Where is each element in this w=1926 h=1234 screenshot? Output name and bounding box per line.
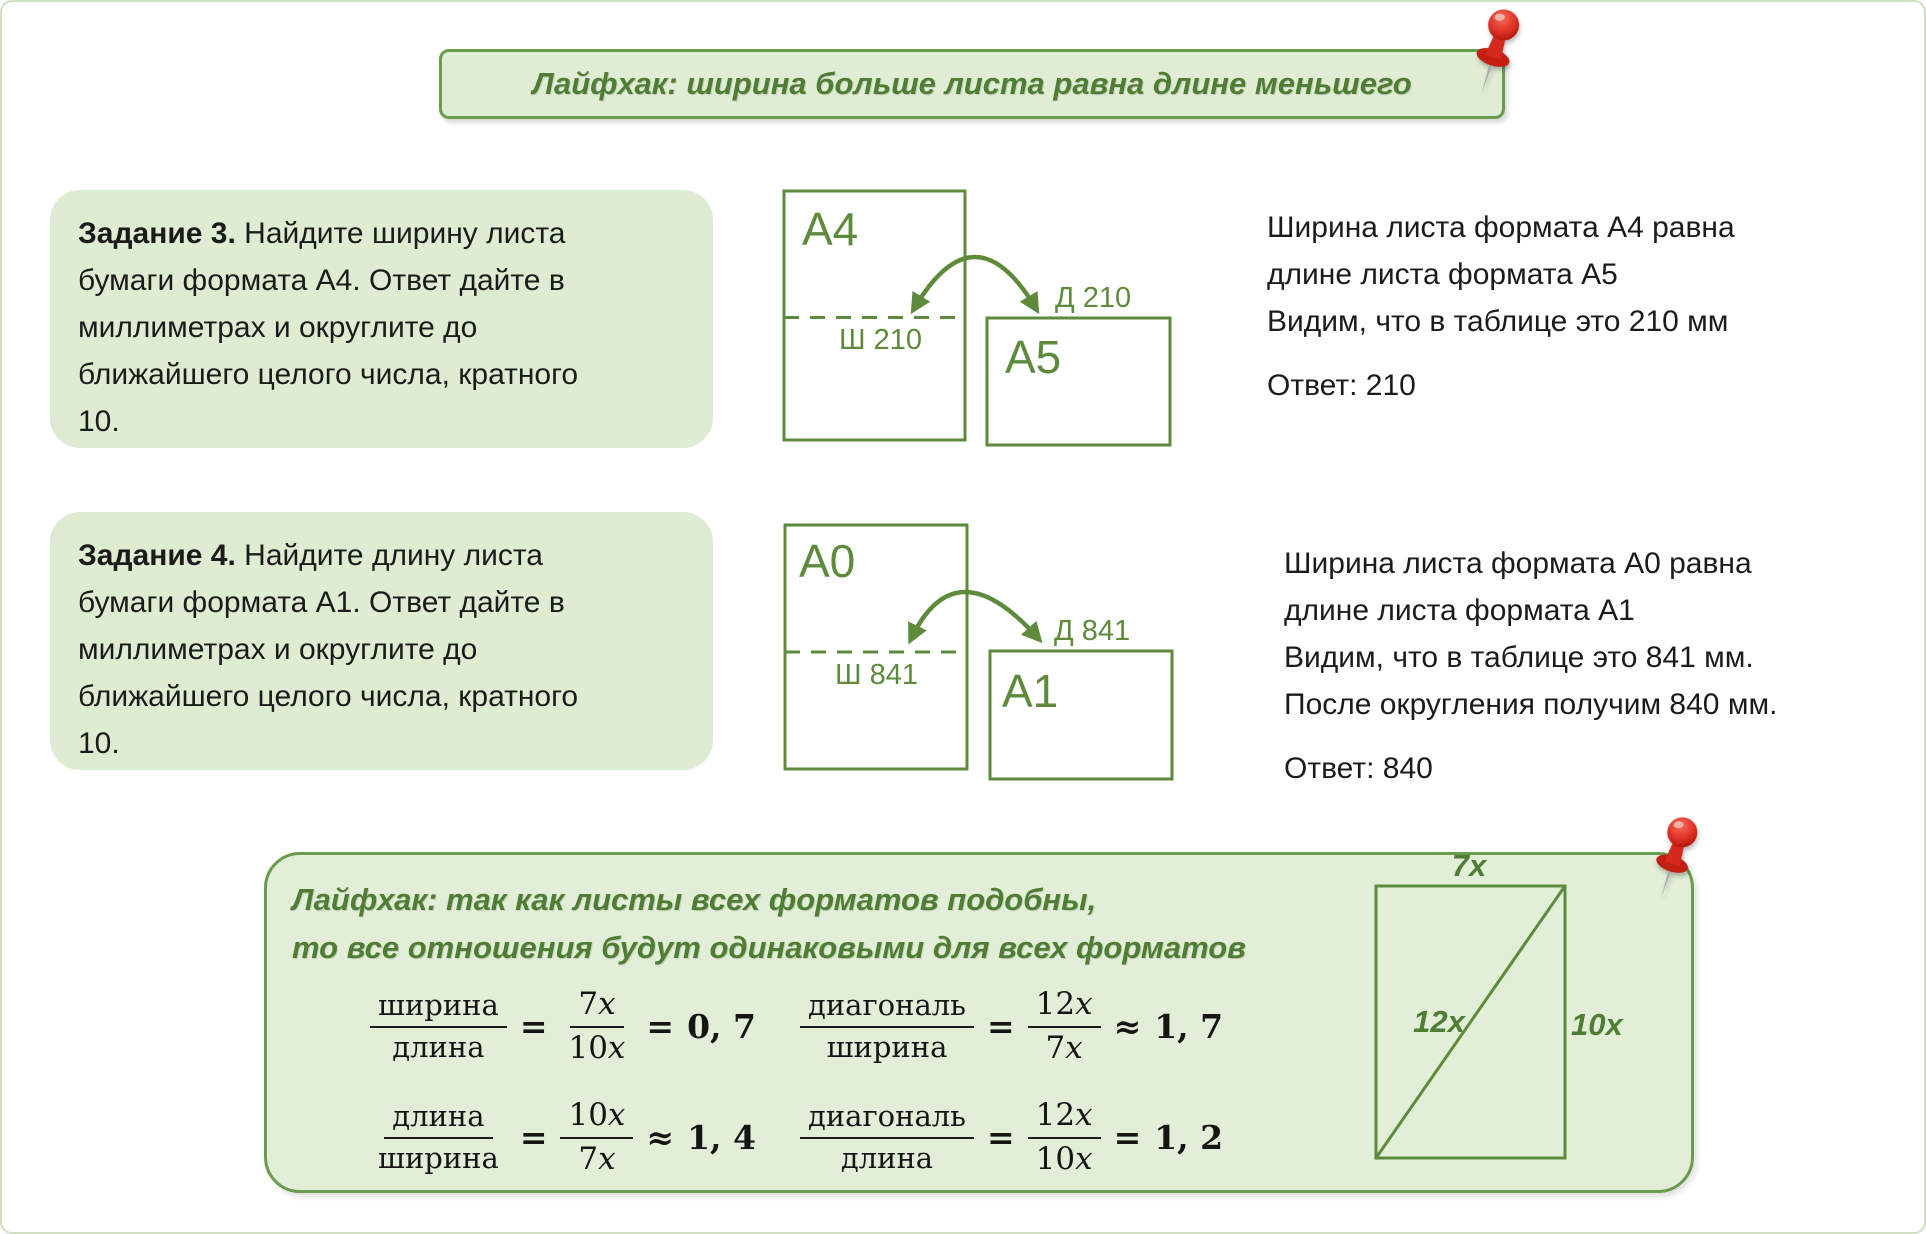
explain3-line: Видим, что в таблице это 210 мм xyxy=(1267,305,1729,338)
fold-arrow xyxy=(912,592,1037,637)
formula-result: 1, 2 xyxy=(1154,1118,1224,1158)
pin-needle xyxy=(1660,867,1673,898)
task4-answer: Ответ: 840 xyxy=(1284,752,1433,785)
task4-line: миллиметрах и округлите до xyxy=(78,633,478,666)
a0-a1-diagram xyxy=(772,517,1232,787)
fraction-words: $\frac{\text{ширина}}{\text{длина}}$ xyxy=(370,989,507,1064)
task3-line: Задание 3. Найдите ширину листа xyxy=(78,217,566,250)
formula-length-width: $\frac{\text{длина}}{\text{ширина}}$ = $\frac{10x}{7x}$ ≈ 1, 4 xyxy=(370,1098,756,1177)
a0-sheet-label: А0 xyxy=(799,535,856,587)
lifehack-title xyxy=(292,876,1246,972)
a1-length-label: Д 841 xyxy=(1054,615,1131,647)
pushpin-icon xyxy=(1631,805,1716,911)
a4-width-label: Ш 210 xyxy=(839,324,923,356)
rect-top-label: 7x xyxy=(1451,848,1487,883)
fraction-values: $\frac{12x}{7x}$ xyxy=(1028,987,1101,1066)
formula-result: 1, 7 xyxy=(1154,1007,1224,1047)
sheet-diagonal xyxy=(1376,886,1565,1158)
fraction-values: $\frac{7x}{10x}$ xyxy=(568,986,626,1066)
fraction-words: $\frac{\text{диагональ}}{\text{ширина}}$ xyxy=(800,989,974,1064)
pin-head xyxy=(1663,813,1701,851)
explain4-line: Ширина листа формата А0 равна xyxy=(1284,547,1752,580)
task3-explanation xyxy=(1267,204,1735,409)
pushpin-icon xyxy=(1451,0,1539,106)
a4-sheet-label: А4 xyxy=(802,203,859,255)
fraction-values: $\frac{10x}{7x}$ xyxy=(560,1098,633,1177)
formula-result: 1, 4 xyxy=(687,1118,756,1158)
rect-diagonal-label: 12x xyxy=(1413,1004,1465,1039)
fold-arrow xyxy=(915,257,1035,307)
fraction-words: $\frac{\text{диагональ}}{\text{длина}}$ xyxy=(800,1100,974,1175)
a1-sheet-label: А1 xyxy=(1002,665,1059,717)
a5-sheet-label: А5 xyxy=(1005,331,1062,383)
pin-needle xyxy=(1480,61,1493,93)
task3-box xyxy=(50,190,713,448)
task4-line: бумаги формата А1. Ответ дайте в xyxy=(78,586,565,619)
explain3-line: Ширина листа формата А4 равна xyxy=(1267,211,1735,244)
explain4-line: Видим, что в таблице это 841 мм. xyxy=(1284,641,1754,674)
explain3-line: длине листа формата А5 xyxy=(1267,258,1618,291)
formula-width-length: $\frac{\text{ширина}}{\text{длина}}$ = $\frac{7x}{10x}$ = 0, 7 xyxy=(370,987,756,1066)
lifehack-banner-text: Лайфхак: ширина больше листа равна длине меньшего xyxy=(532,66,1412,101)
a5-length-label: Д 210 xyxy=(1055,282,1132,314)
lifehack-title-line2: то все отношения будут одинаковыми для всех форматов xyxy=(292,930,1246,965)
task3-line: миллиметрах и округлите до xyxy=(78,311,478,344)
lifehack-title-line1: Лайфхак: так как листы всех форматов подобны, xyxy=(292,882,1097,917)
explain4-line: длине листа формата А1 xyxy=(1284,594,1635,627)
explain4-line: После округления получим 840 мм. xyxy=(1284,688,1778,721)
task4-line: Задание 4. Найдите длину листа xyxy=(78,539,543,572)
lifehack-banner xyxy=(439,49,1505,119)
fraction-words: $\frac{\text{длина}}{\text{ширина}}$ xyxy=(378,1099,499,1175)
a0-width-label: Ш 841 xyxy=(835,659,919,691)
task4-line: ближайшего целого числа, кратного xyxy=(78,680,579,713)
pin-head xyxy=(1484,5,1523,44)
task4-text xyxy=(78,532,578,767)
task4-explanation xyxy=(1284,540,1777,792)
rect-right-label: 10x xyxy=(1571,1007,1623,1042)
task4-line: 10. xyxy=(78,727,120,760)
task4-box xyxy=(50,512,713,770)
task3-line: ближайшего целого числа, кратного xyxy=(78,358,579,391)
task3-label: Задание 3. xyxy=(78,217,236,250)
formula-diagonal-width: $\frac{\text{диагональ}}{\text{ширина}}$ = $\frac{12x}{7x}$ ≈ 1, 7 xyxy=(800,987,1223,1066)
formula-result: 0, 7 xyxy=(687,1007,756,1047)
a4-a5-diagram xyxy=(772,182,1212,467)
task3-text xyxy=(78,210,578,445)
task3-answer: Ответ: 210 xyxy=(1267,369,1416,402)
task3-line: 10. xyxy=(78,405,120,438)
task3-line: бумаги формата А4. Ответ дайте в xyxy=(78,264,565,297)
fraction-values: $\frac{12x}{10x}$ xyxy=(1028,1098,1101,1177)
task4-label: Задание 4. xyxy=(78,539,236,572)
formula-diagonal-length: $\frac{\text{диагональ}}{\text{длина}}$ = $\frac{12x}{10x}$ = 1, 2 xyxy=(800,1098,1223,1177)
